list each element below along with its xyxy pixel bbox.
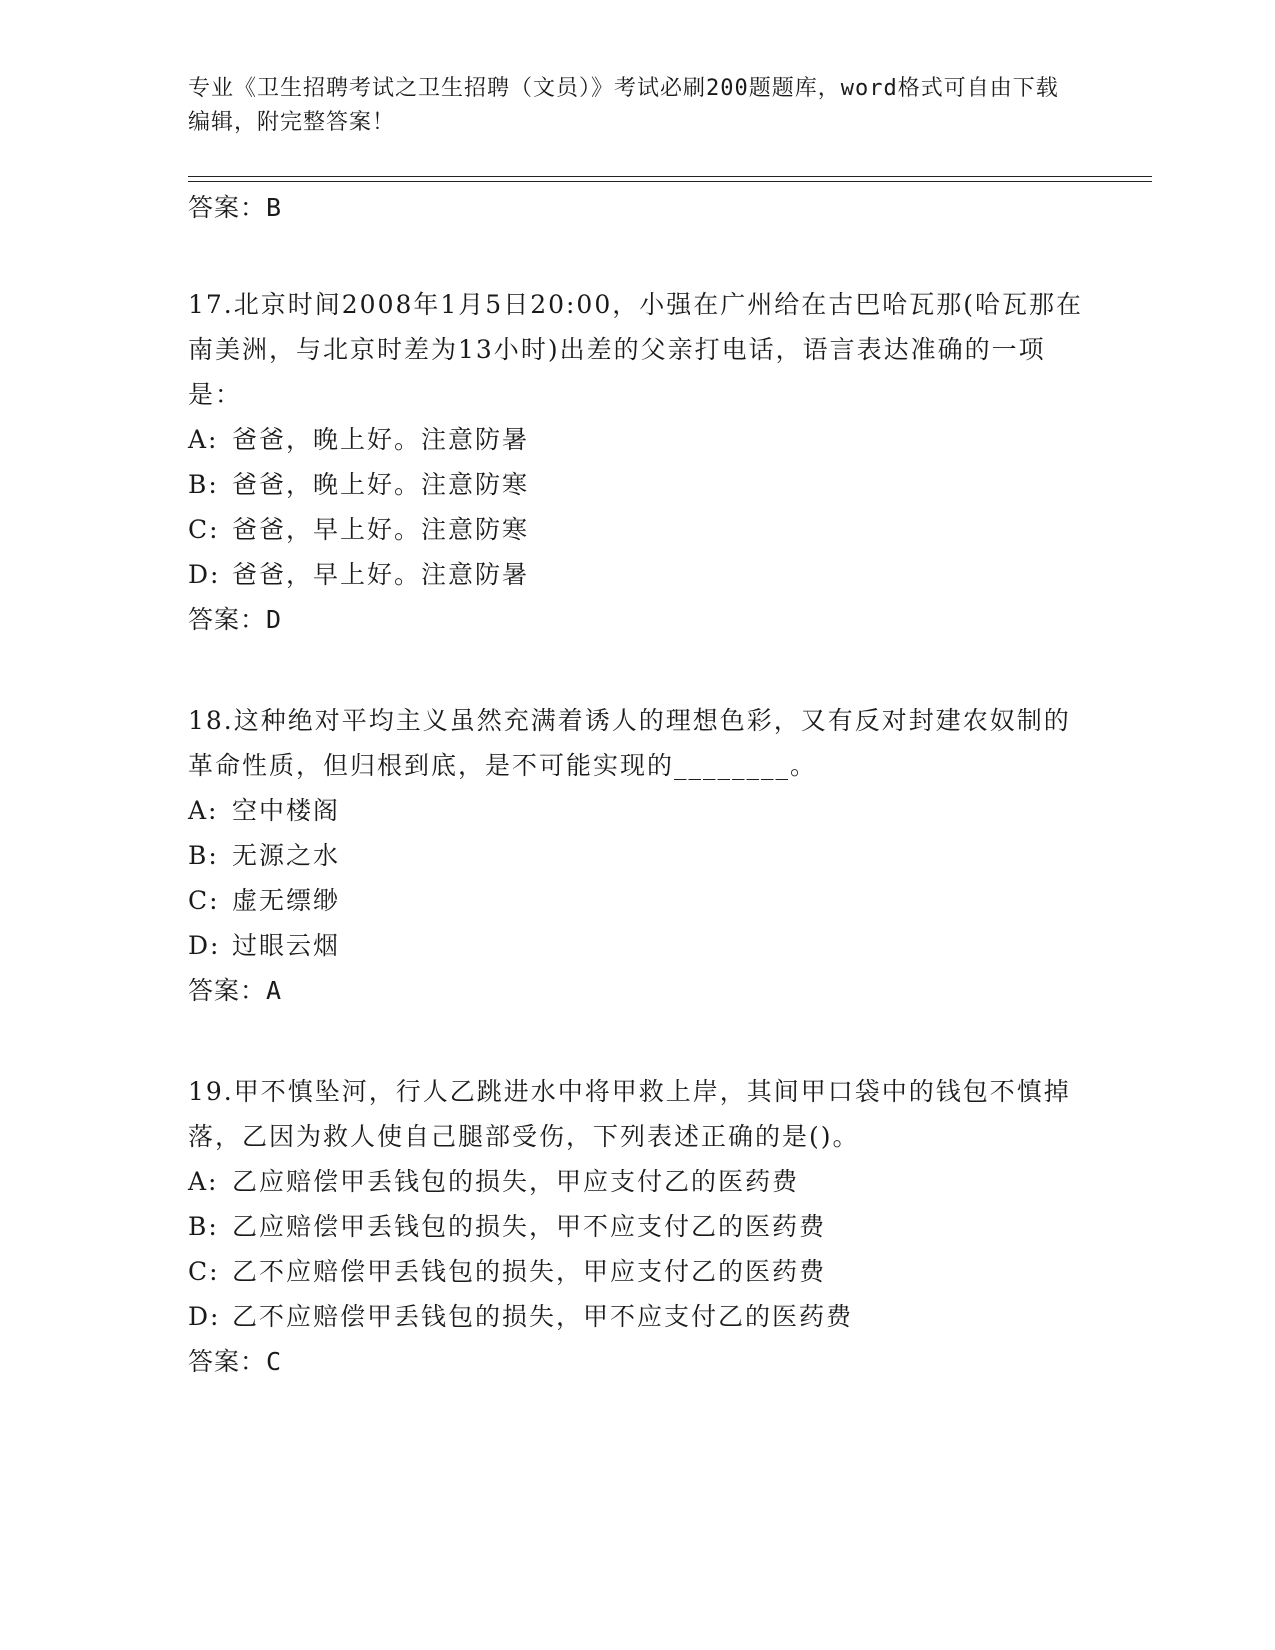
page-header: 专业《卫生招聘考试之卫生招聘（文员）》考试必刷200题题库，word格式可自由下载编辑，附完整答案！ [188,76,1059,135]
question-stem: 19.甲不慎坠河，行人乙跳进水中将甲救上岸，其间甲口袋中的钱包不慎掉落，乙因为救人使自己腿部受伤，下列表述正确的是()。 [188,1077,1071,1151]
option-a [188,1159,1088,1204]
option-letter: A: [188,425,219,454]
option-letter: C: [188,886,220,915]
option-c [188,1249,1088,1294]
question-17 [188,282,1088,642]
option-text: 爸爸，晚上好。注意防暑 [232,425,530,454]
option-text: 空中楼阁 [232,796,341,825]
option-d [188,923,1088,968]
option-letter: B: [188,470,219,499]
option-text: 乙应赔偿甲丢钱包的损失，甲不应支付乙的医药费 [232,1212,827,1241]
option-text: 无源之水 [232,841,341,870]
question-stem: 18.这种绝对平均主义虽然充满着诱人的理想色彩，又有反对封建农奴制的革命性质，但归根到底，是不可能实现的________。 [188,706,1071,780]
option-text: 乙不应赔偿甲丢钱包的损失，甲不应支付乙的医药费 [232,1302,854,1331]
option-b [188,1204,1088,1249]
header-divider [188,176,1152,177]
option-d [188,1294,1088,1339]
option-letter: D: [188,1302,221,1331]
option-c [188,507,1088,552]
option-a [188,417,1088,462]
previous-answer: 答案：B [188,193,283,222]
question-19 [188,1069,1088,1384]
header-divider-secondary [188,181,1152,182]
option-b [188,833,1088,878]
option-letter: C: [188,515,220,544]
option-letter: B: [188,841,219,870]
option-text: 虚无缥缈 [232,886,341,915]
option-text: 爸爸，早上好。注意防寒 [232,515,530,544]
question-18 [188,698,1088,1013]
option-letter: D: [188,560,221,589]
option-letter: C: [188,1257,220,1286]
option-text: 过眼云烟 [232,931,341,960]
option-a [188,788,1088,833]
option-text: 乙应赔偿甲丢钱包的损失，甲应支付乙的医药费 [232,1167,800,1196]
option-text: 爸爸，早上好。注意防暑 [232,560,530,589]
option-b [188,462,1088,507]
option-letter: A: [188,796,219,825]
option-text: 爸爸，晚上好。注意防寒 [232,470,530,499]
question-answer: 答案：A [188,976,283,1005]
option-letter: D: [188,931,221,960]
option-letter: B: [188,1212,219,1241]
document-body [188,190,1088,1384]
question-answer: 答案：C [188,1347,283,1376]
option-d [188,552,1088,597]
option-text: 乙不应赔偿甲丢钱包的损失，甲应支付乙的医药费 [232,1257,827,1286]
option-c [188,878,1088,923]
option-letter: A: [188,1167,219,1196]
question-answer: 答案：D [188,605,283,634]
question-stem: 17.北京时间2008年1月5日20:00，小强在广州给在古巴哈瓦那(哈瓦那在南美洲，与北京时差为13小时)出差的父亲打电话，语言表达准确的一项是： [188,290,1083,409]
